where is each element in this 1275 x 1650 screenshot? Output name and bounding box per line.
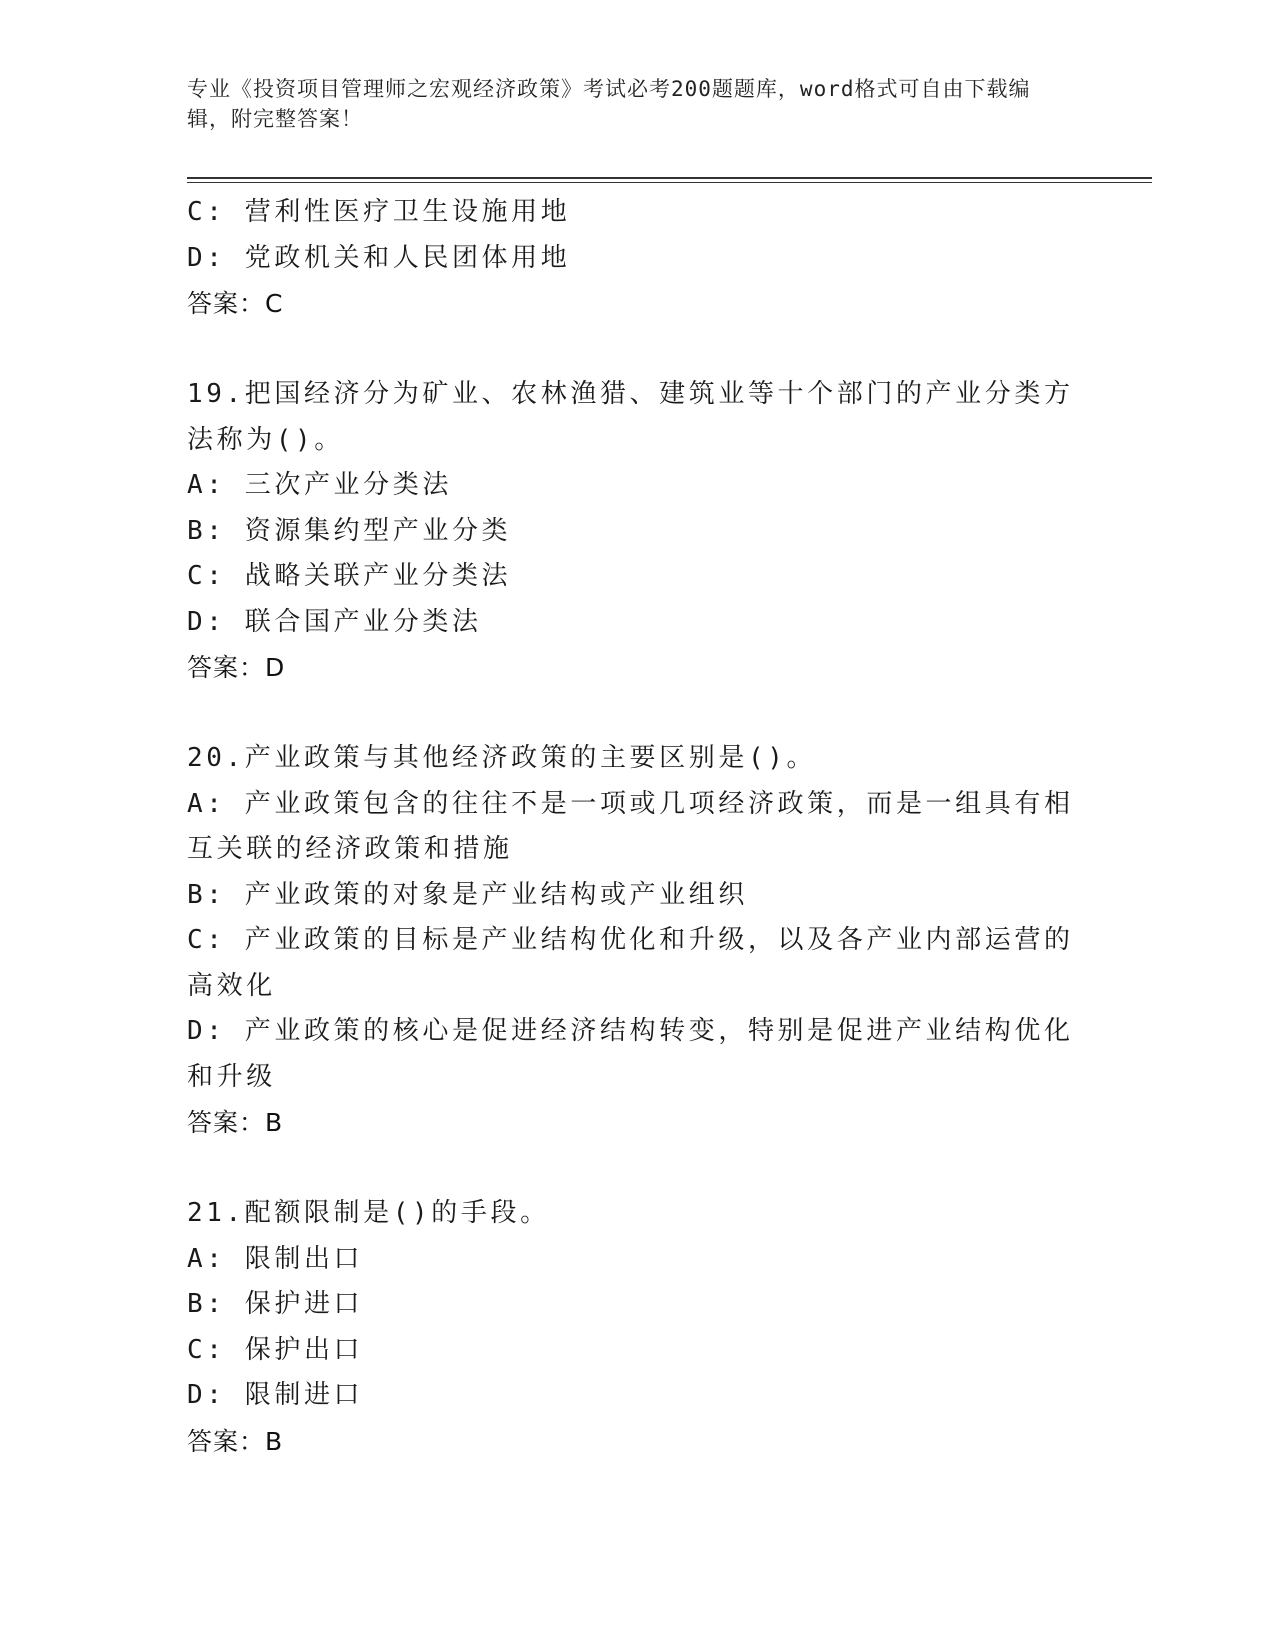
option-c: C: 战略关联产业分类法: [187, 561, 512, 591]
option-d: D: 产业政策的核心是促进经济结构转变，特别是促进产业结构优化和升级: [187, 1016, 1074, 1092]
option-a: A: 限制出口: [187, 1243, 364, 1274]
option-b: B: 保护进口: [187, 1289, 364, 1319]
option-d: D: 党政机关和人民团体用地: [187, 242, 571, 273]
question-stem: 19.把国经济分为矿业、农林渔猎、建筑业等十个部门的产业分类方法称为()。: [187, 379, 1074, 455]
option-a: A: 产业政策包含的往往不是一项或几项经济政策，而是一组具有相互关联的经济政策和措施: [187, 788, 1074, 864]
option-d: D: 限制进口: [187, 1380, 364, 1410]
header-rule-thin: [187, 182, 1152, 183]
answer-line: 答案：C: [187, 289, 284, 318]
option-b: B: 产业政策的对象是产业结构或产业组织: [187, 879, 748, 910]
spacer: [187, 1146, 1087, 1192]
option-d: D: 联合国产业分类法: [187, 606, 482, 637]
spacer: [187, 327, 1087, 373]
answer-line: 答案：B: [187, 1426, 284, 1456]
question-21: [187, 1191, 1087, 1464]
option-c: C: 产业政策的目标是产业结构优化和升级，以及各产业内部运营的高效化: [187, 925, 1074, 1001]
question-stem: 20.产业政策与其他经济政策的主要区别是()。: [187, 743, 817, 773]
option-c: C: 保护出口: [187, 1334, 364, 1365]
option-b: B: 资源集约型产业分类: [187, 515, 512, 546]
option-c: C: 营利性医疗卫生设施用地: [187, 197, 571, 227]
header-rule-thick: [187, 177, 1152, 179]
spacer: [187, 691, 1087, 737]
carryover-question: [187, 190, 1087, 327]
answer-line: 答案：D: [187, 653, 286, 682]
question-content: [187, 190, 1087, 1464]
question-20: [187, 736, 1087, 1146]
question-19: [187, 372, 1087, 691]
option-a: A: 三次产业分类法: [187, 470, 452, 500]
answer-line: 答案：B: [187, 1108, 284, 1137]
document-header: 专业《投资项目管理师之宏观经济政策》考试必考200题题库，word格式可自由下载编辑，附完整答案！: [187, 77, 1031, 131]
question-stem: 21.配额限制是()的手段。: [187, 1198, 550, 1228]
